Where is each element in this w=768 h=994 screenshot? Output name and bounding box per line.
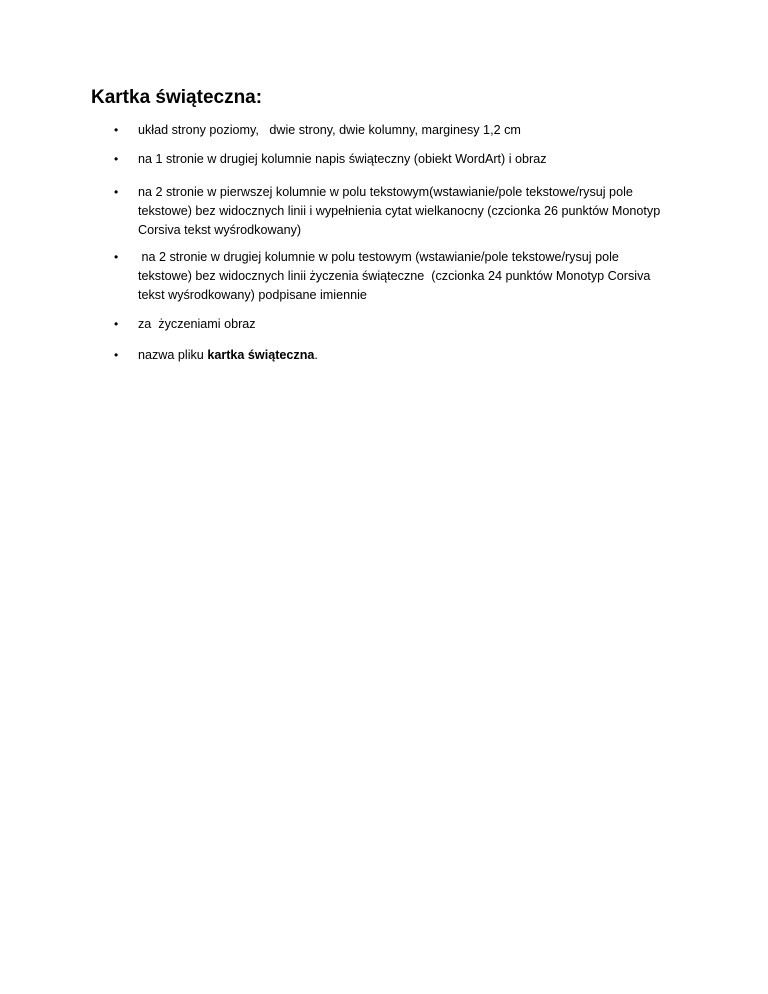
- list-item: [114, 315, 674, 334]
- list-item-text: układ strony poziomy, dwie strony, dwie kolumny, marginesy 1,2 cm: [138, 123, 521, 137]
- filename-bold: kartka świąteczna: [207, 348, 315, 362]
- bullet-icon: •: [114, 152, 119, 166]
- filename-prefix: nazwa pliku: [138, 348, 208, 362]
- list-item-text: na 2 stronie w drugiej kolumnie w polu testowym (wstawianie/pole tekstowe/rysuj pole tekstowe) bez widocznych linii życzenia świąteczne (czcionka 24 punktów Monotyp Corsiva tekst wyśrodkowany) podpisane imiennie: [138, 250, 654, 302]
- filename-suffix: .: [314, 348, 318, 362]
- bullet-icon: •: [114, 185, 119, 199]
- document-title: Kartka świąteczna:: [91, 87, 263, 108]
- bullet-icon: •: [114, 123, 119, 137]
- list-item: [114, 248, 674, 305]
- list-item-text: na 1 stronie w drugiej kolumnie napis świąteczny (obiekt WordArt) i obraz: [138, 152, 547, 166]
- list-item-text: za życzeniami obraz: [138, 317, 256, 331]
- list-item: [114, 121, 674, 140]
- list-item-text: na 2 stronie w pierwszej kolumnie w polu tekstowym(wstawianie/pole tekstowe/rysuj pole tekstowe) bez widocznych linii i wypełnienia cytat wielkanocny (czcionka 26 punktów Monotyp Corsiva tekst wyśrodkowany): [138, 185, 664, 237]
- list-item-text: [138, 346, 674, 365]
- list-item: [114, 183, 674, 240]
- bullet-icon: •: [114, 250, 119, 264]
- bullet-icon: •: [114, 317, 119, 331]
- bullet-icon: •: [114, 348, 119, 362]
- list-item: [114, 346, 674, 365]
- list-item: [114, 150, 674, 169]
